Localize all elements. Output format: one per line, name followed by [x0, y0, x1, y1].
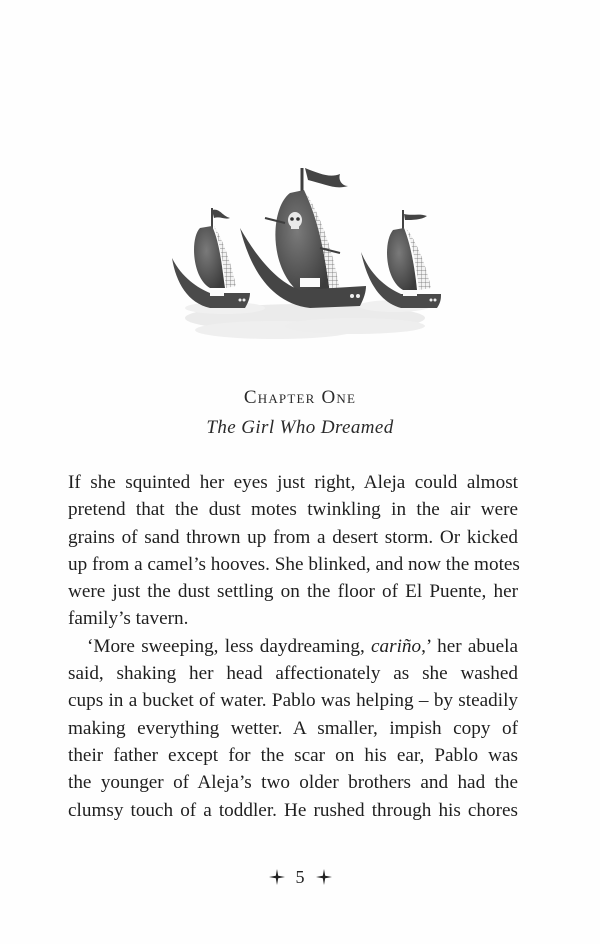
chapter-label: Chapter One — [243, 387, 357, 408]
star-ornament-icon — [268, 868, 286, 886]
italic-word: cariño — [371, 635, 422, 657]
pirate-ships-illustration — [165, 168, 445, 358]
page-footer — [0, 866, 600, 891]
star-ornament-icon — [315, 868, 333, 886]
text-line: If she squinted her eyes just right, Aleja could almost — [68, 472, 518, 493]
text-line: making everything wetter. A smaller, impish copy of — [68, 717, 518, 739]
text-line: cups in a bucket of water. Pablo was helping – by steadily — [68, 690, 518, 712]
chapter-title: The Girl Who Dreamed — [206, 417, 394, 438]
text-line: ‘More sweeping, less daydreaming, cariño,’ her abuela — [87, 635, 518, 657]
left-ship — [172, 208, 250, 308]
text-line: said, shaking her head affectionately as she washed — [68, 663, 518, 685]
text-line: up from a camel’s hooves. She blinked, and now the motes — [68, 553, 520, 575]
text-line: pretend that the dust motes twinkling in the air were — [68, 499, 518, 521]
text-line: were just the dust settling on the floor of El Puente, her — [68, 581, 518, 603]
chapter-body — [68, 469, 518, 824]
text-line: clumsy touch of a toddler. He rushed through his chores — [68, 799, 518, 821]
text-line: grains of sand thrown up from a desert storm. Or kicked — [68, 526, 518, 548]
right-ship — [361, 210, 441, 308]
center-ship — [240, 168, 366, 308]
text-line: family’s tavern. — [68, 608, 189, 630]
text-line: their father except for the scar on his ear, Pablo was — [68, 744, 518, 766]
paragraph-1 — [68, 469, 518, 633]
paragraph-2 — [68, 633, 518, 824]
text-line: the younger of Aleja’s two older brothers and had the — [68, 772, 518, 794]
page-number: 5 — [295, 867, 305, 887]
